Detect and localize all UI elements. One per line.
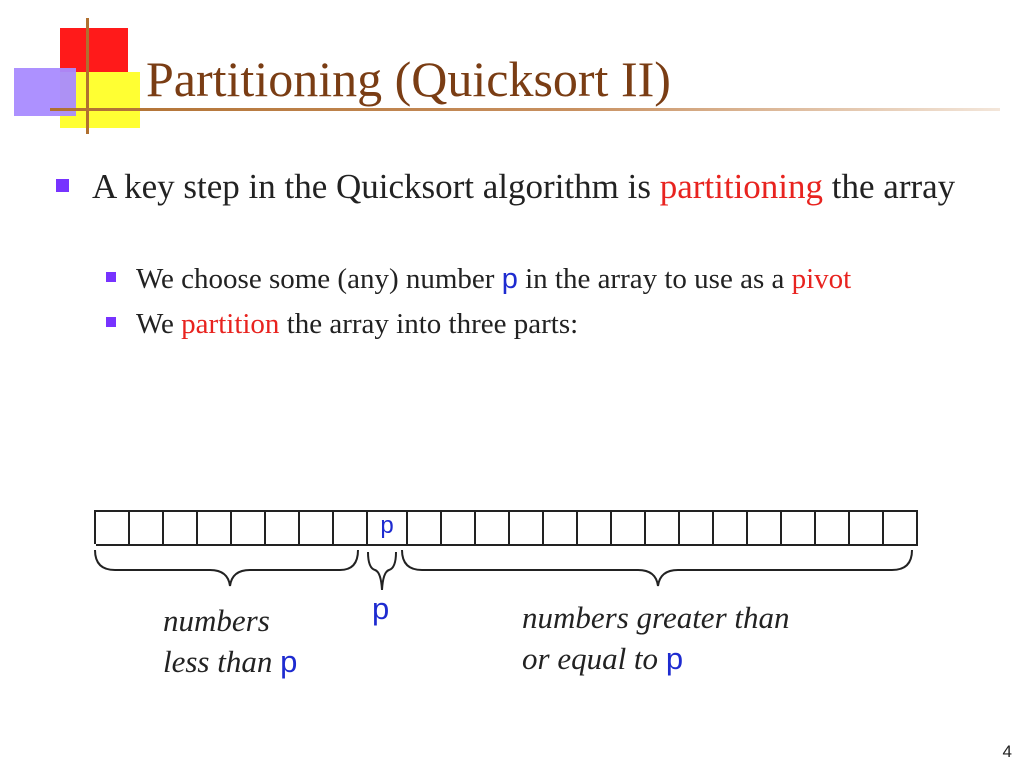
sub-bullet-pivot-mid: in the array to use as a — [517, 263, 792, 295]
sub-bullet-partition-pre: We — [136, 308, 182, 340]
sub-bullet-pivot-pre: We choose some (any) number — [136, 263, 502, 295]
sub-bullet-partition-post: the array into three parts: — [279, 308, 579, 340]
pivot-label: p — [372, 591, 390, 626]
label-greater-line2-text: or equal to — [522, 641, 666, 676]
brace-right — [402, 550, 912, 586]
slide-title: Partitioning (Quicksort II) — [146, 51, 671, 107]
label-less-line2-text: less than — [163, 644, 281, 679]
label-greater-equal — [522, 597, 790, 679]
page-number: 4 — [1002, 742, 1012, 761]
label-greater-var: p — [665, 641, 684, 676]
brace-left — [95, 550, 358, 586]
bullet-main-post: the array — [823, 167, 956, 206]
label-less-line1: numbers — [163, 603, 270, 638]
brace-middle — [368, 552, 396, 590]
variable-p: p — [501, 263, 518, 295]
highlight-pivot: pivot — [791, 263, 852, 295]
highlight-partition: partition — [181, 308, 280, 340]
bullet-main-pre: A key step in the Quicksort algorithm is — [92, 167, 660, 206]
pivot-cell-label: p — [380, 512, 394, 539]
label-greater-line2 — [522, 638, 790, 679]
label-less-var: p — [280, 644, 298, 679]
highlight-partitioning: partitioning — [659, 167, 824, 206]
label-less-than — [163, 600, 297, 682]
label-less-line2 — [163, 641, 297, 682]
label-greater-line1: numbers greater than — [522, 600, 790, 635]
